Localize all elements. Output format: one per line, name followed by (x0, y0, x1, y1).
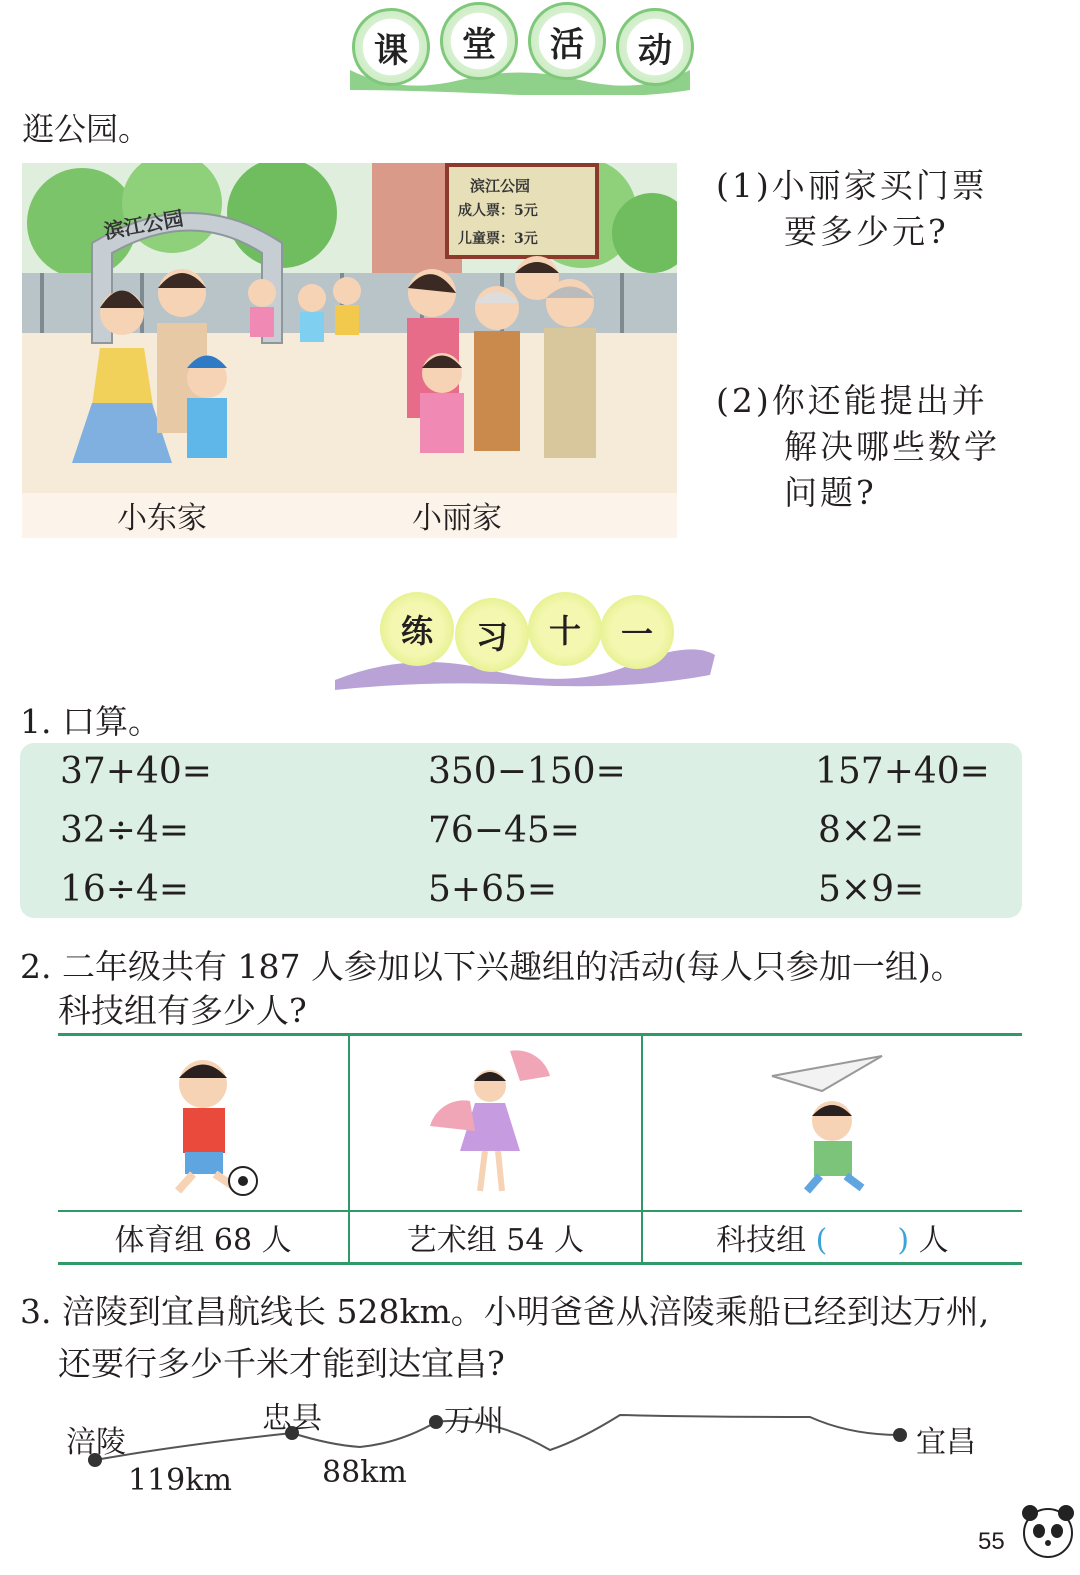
activity-banner (340, 0, 700, 100)
math-item: 157+40= (815, 751, 990, 792)
math-item: 8×2= (818, 810, 925, 851)
price-title: 滨江公园 (470, 177, 531, 195)
question-number: (2) (716, 381, 772, 420)
question-2 (716, 378, 1000, 516)
exercise-text: 科技组有多少人? (58, 991, 307, 1030)
math-item: 350−150= (428, 751, 626, 792)
activity-intro: 逛公园。 (22, 110, 151, 148)
gate-sign: 滨江公园 (102, 205, 186, 244)
exercise-number: 1. (20, 702, 52, 741)
exercise-text: 二年级共有 187 人参加以下兴趣组的活动(每人只参加一组)。 (62, 947, 964, 986)
exercise-text: 还要行多少千米才能到达宜昌? (58, 1344, 505, 1383)
panda-icon (1018, 1495, 1078, 1565)
stop-zhongxian: 忠县 (262, 1401, 322, 1436)
banner-char: 动 (616, 8, 694, 86)
soccer-boy-illustration (143, 1046, 263, 1196)
exercise-banner (330, 590, 720, 700)
park-illustration (22, 163, 677, 538)
question-text: 小丽家买门票 (771, 166, 988, 205)
math-item: 76−45= (428, 810, 580, 851)
children-background (248, 277, 361, 342)
fan-dancer-illustration (420, 1041, 570, 1201)
adult-price: 成人票：5元 (458, 203, 538, 219)
art-group-label: 艺术组 54 人 (349, 1211, 642, 1264)
exercise-2 (20, 945, 964, 1033)
sports-group-label: 体育组 68 人 (58, 1211, 349, 1264)
exercise-text: 涪陵到宜昌航线长 528km。小明爸爸从涪陵乘船已经到达万州, (62, 1292, 990, 1331)
stop-wanzhou: 万州 (444, 1404, 504, 1439)
banner-char: 堂 (440, 2, 518, 80)
exercise-number: 2. (20, 947, 52, 986)
sports-group-picture (58, 1035, 349, 1212)
answer-blank-open: ( (815, 1223, 828, 1258)
tech-group-picture (642, 1035, 1022, 1212)
tech-group-label (642, 1211, 1022, 1264)
label-xiaodong-family: 小东家 (117, 501, 207, 536)
stop-fuling: 涪陵 (66, 1425, 126, 1460)
stop-yichang: 宜昌 (916, 1425, 976, 1460)
child-price: 儿童票：3元 (458, 231, 538, 247)
banner-char: 练 (380, 592, 454, 666)
banner-char: 十 (528, 592, 602, 666)
question-text: 要多少元? (784, 212, 949, 251)
paper-plane-boy-illustration (762, 1046, 902, 1196)
math-item: 16÷4= (60, 869, 190, 910)
banner-char: 课 (352, 8, 430, 86)
math-item: 5+65= (428, 869, 558, 910)
math-item: 5×9= (818, 869, 925, 910)
tech-group-unit: 人 (918, 1223, 949, 1258)
exercise-number: 3. (20, 1292, 52, 1331)
math-item: 37+40= (60, 751, 212, 792)
art-group-picture (349, 1035, 642, 1212)
distance-zhongxian-wanzhou: 88km (322, 1455, 407, 1490)
tech-group-name: 科技组 (716, 1223, 807, 1258)
question-1 (716, 163, 988, 255)
distance-fuling-zhongxian: 119km (128, 1463, 232, 1498)
answer-blank-close: ) (897, 1223, 910, 1258)
page-number: 55 (978, 1528, 1005, 1555)
banner-char: 活 (528, 2, 606, 80)
stop-marker (429, 1415, 443, 1429)
banner-char: 一 (600, 595, 674, 669)
question-number: (1) (716, 166, 772, 205)
exercise-text: 口算。 (62, 702, 161, 741)
question-text: 你还能提出并 (771, 381, 988, 420)
question-text: 问题? (784, 473, 877, 512)
mental-math-box (20, 743, 1022, 918)
park-scene (22, 163, 677, 538)
stop-marker (893, 1428, 907, 1442)
question-text: 解决哪些数学 (784, 427, 1000, 466)
banner-char: 习 (455, 598, 529, 672)
math-item: 32÷4= (60, 810, 190, 851)
exercise-1-heading (20, 696, 161, 743)
label-xiaoli-family: 小丽家 (412, 501, 502, 536)
interest-group-table (58, 1033, 1022, 1265)
exercise-3 (20, 1286, 989, 1390)
